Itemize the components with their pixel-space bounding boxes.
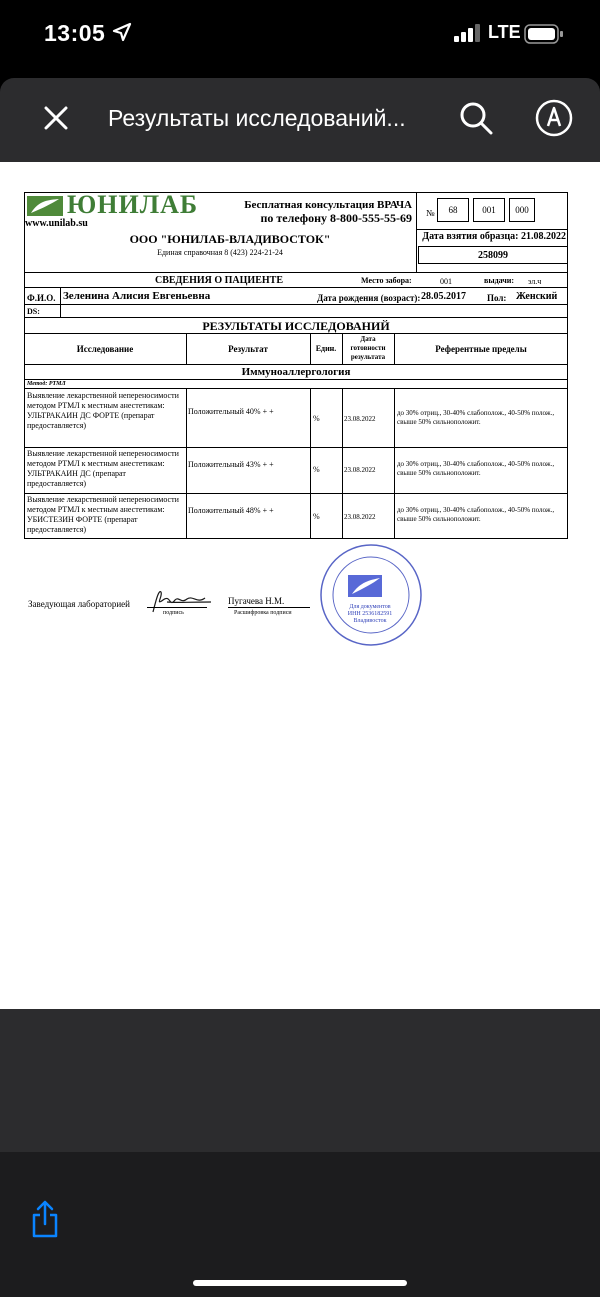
fio-label: Ф.И.О. — [27, 293, 56, 303]
divider — [186, 388, 187, 539]
column-ready-date: Дата готовности результата — [350, 335, 386, 361]
issue-label: выдачи: — [484, 276, 515, 285]
divider — [24, 287, 568, 288]
method-label: Метод: РТМЛ — [27, 381, 66, 387]
row-2-unit: % — [313, 465, 320, 474]
consultation-info — [222, 199, 412, 225]
divider — [24, 447, 568, 448]
place-label: Место забора: — [361, 276, 412, 285]
document-page — [0, 162, 600, 1009]
row-1-reference: до 30% отриц., 30-40% слабополож., 40-50% полож., свыше 50% сильноположит. — [397, 409, 555, 426]
divider — [310, 388, 311, 539]
organization-name: ООО "ЮНИЛАБ-ВЛАДИВОСТОК" — [129, 232, 331, 246]
divider — [416, 192, 417, 272]
row-3-unit: % — [313, 512, 320, 521]
close-icon[interactable] — [40, 102, 72, 134]
number-part-2: 001 — [473, 198, 505, 222]
consult-phone: по телефону 8-800-555-55-69 — [260, 211, 412, 225]
dob-value: 28.05.2017 — [421, 291, 466, 302]
signer-caption: Расшифровка подписи — [234, 610, 292, 616]
sex-label: Пол: — [487, 293, 507, 303]
ds-label: DS: — [27, 307, 40, 316]
divider — [342, 388, 343, 539]
cellular-signal-icon — [454, 24, 482, 42]
website: www.unilab.su — [25, 218, 88, 229]
search-icon[interactable] — [458, 100, 494, 136]
divider — [394, 388, 395, 539]
divider — [24, 379, 568, 380]
row-1-ready: 23.08.2022 — [344, 415, 376, 423]
signer-name: Пугачева Н.М. — [228, 596, 285, 606]
reference-phone: Единая справочная 8 (423) 224-21-24 — [157, 248, 283, 257]
column-reference: Референтные пределы — [435, 344, 527, 354]
place-value: 001 — [440, 277, 452, 286]
issue-value: эл.ч — [528, 277, 542, 286]
row-2-result: Положительный 43% + + — [188, 460, 274, 469]
consult-line1: Бесплатная консультация ВРАЧА — [244, 199, 412, 211]
number-part-3: 000 — [509, 198, 535, 222]
divider — [60, 287, 61, 317]
column-study: Исследование — [76, 344, 134, 354]
markup-pen-icon[interactable] — [534, 98, 574, 138]
results-header: РЕЗУЛЬТАТЫ ИССЛЕДОВАНИЙ — [202, 319, 390, 333]
divider — [24, 493, 568, 494]
patient-info-header: СВЕДЕНИЯ О ПАЦИЕНТЕ — [154, 275, 283, 286]
sample-date: Дата взятия образца: 21.08.2022 — [422, 231, 566, 242]
logo-leaf-icon — [27, 196, 63, 216]
document-title: Результаты исследований... — [108, 105, 406, 131]
divider — [24, 388, 568, 389]
row-3-ready: 23.08.2022 — [344, 513, 376, 521]
row-3-study: Выявление лекарственной непереносимости методом РТМЛ к местным анестетикам: УБИСТЕЗИН ФОРТЕ (препарат предоставляется) — [27, 495, 179, 534]
divider — [24, 304, 568, 305]
divider — [24, 364, 568, 365]
row-2-study: Выявление лекарственной непереносимости методом РТМЛ к местным анестетикам: УЛЬТРАКАИН ДС (препарат предоставляется) — [27, 449, 179, 488]
network-type: LTE — [488, 22, 521, 42]
row-2-reference: до 30% отриц., 30-40% слабополож., 40-50% полож., свыше 50% сильноположит. — [397, 460, 555, 477]
stamp-text: Для документов ИНН 2536182591 Владивосток — [347, 604, 393, 624]
row-3-reference: до 30% отриц., 30-40% слабополож., 40-50% полож., свыше 50% сильноположит. — [397, 506, 555, 523]
status-time: 13:05 — [44, 20, 106, 46]
sex-value: Женский — [516, 291, 558, 302]
divider — [24, 272, 568, 273]
location-arrow-icon — [112, 22, 132, 42]
row-3-result: Положительный 48% + + — [188, 506, 274, 515]
viewer-header — [0, 78, 600, 162]
home-indicator[interactable] — [193, 1280, 407, 1286]
column-result: Результат — [228, 344, 268, 354]
document-viewer[interactable] — [0, 162, 600, 1152]
divider — [24, 317, 568, 318]
battery-icon — [524, 24, 564, 44]
head-of-lab-label: Заведующая лабораторией — [28, 599, 130, 609]
signature-line — [147, 607, 207, 608]
column-unit: Един. — [315, 344, 337, 353]
share-icon[interactable] — [30, 1200, 60, 1238]
status-bar — [0, 0, 600, 70]
bottom-toolbar — [0, 1152, 600, 1297]
row-1-result: Положительный 40% + + — [188, 407, 274, 416]
logo-text: ЮНИЛАБ — [67, 190, 199, 219]
dob-label: Дата рождения (возраст): — [317, 293, 421, 303]
divider — [342, 333, 343, 364]
row-1-unit: % — [313, 414, 320, 423]
fio-value: Зеленина Алисия Евгеньевна — [63, 290, 211, 302]
signer-line — [228, 607, 310, 608]
sample-id: 258099 — [418, 246, 568, 264]
divider — [416, 229, 568, 230]
signature-caption: подпись — [163, 610, 184, 616]
number-label: № — [426, 208, 435, 218]
row-2-ready: 23.08.2022 — [344, 466, 376, 474]
section-title: Иммуноаллергология — [241, 366, 351, 378]
row-1-study: Выявление лекарственной непереносимости методом РТМЛ к местным анестетикам: УЛЬТРАКАИН ДС ФОРТЕ (препарат предоставляется) — [27, 391, 179, 430]
organization-stamp — [318, 542, 424, 648]
number-part-1: 68 — [437, 198, 469, 222]
